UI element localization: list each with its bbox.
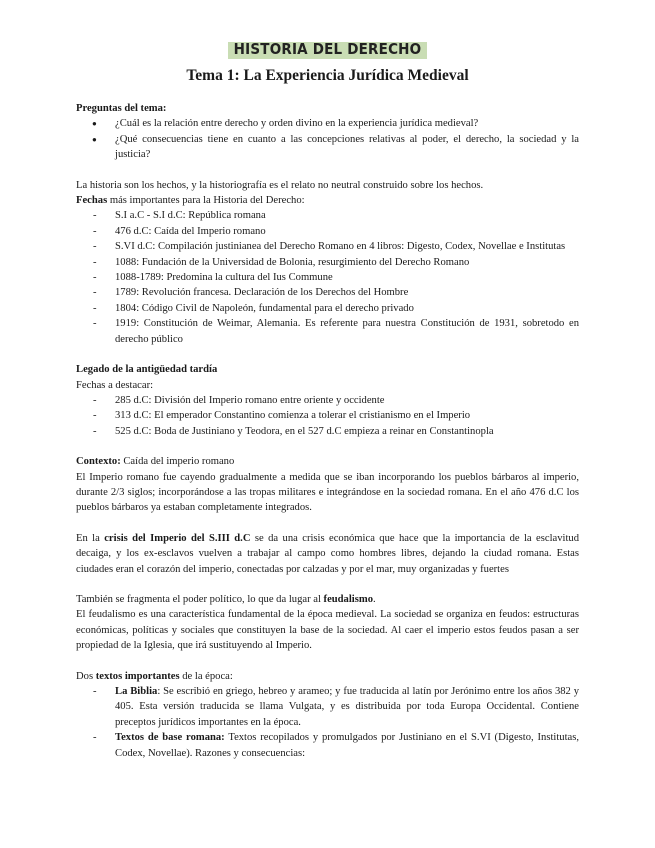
textos-line xyxy=(76,669,579,684)
legado-sub: Fechas a destacar: xyxy=(76,379,154,391)
textos-bold: textos importantes xyxy=(95,670,180,682)
list-item: - 1088-1789: Predomina la cultura del Ius Commune xyxy=(76,270,579,285)
list-item: - 285 d.C: División del Imperio romano entre oriente y occidente xyxy=(76,393,579,408)
contexto-section xyxy=(76,454,579,516)
preguntas-heading: Preguntas del tema: xyxy=(76,103,167,114)
contexto-paragraph: El Imperio romano fue cayendo gradualmente a medida que se iban incorporando los pueblos bárbaros al imperio, durante 2/3 siglos; incorporándose a las tropas militares e integrándose en la sociedad romana. En el año 476 d.C los pueblos bárbaros ya estaban completamente integrados. xyxy=(76,471,579,514)
contexto-label: Contexto: xyxy=(76,456,121,468)
list-item: - 1789: Revolución francesa. Declaración de los Derechos del Hombre xyxy=(76,285,579,300)
banner-wrap xyxy=(76,38,579,66)
textos-section xyxy=(76,669,579,761)
crisis-section xyxy=(76,531,579,577)
textos-item-bold: Textos de base romana: xyxy=(115,732,225,744)
list-item xyxy=(76,730,579,761)
feudalismo-paragraph: El feudalismo es una característica fundamental de la época medieval. La sociedad se organiza en feudos: estructuras económicas, políticas y sociales que constituyen la base de la sociedad. Al caer el imperio estos feudos pasan a ser propiedad de la Iglesia, que irá sustituyendo al Imperio. xyxy=(76,609,579,652)
list-item: - 476 d.C: Caída del Imperio romano xyxy=(76,224,579,239)
preguntas-section xyxy=(76,101,579,163)
legado-section xyxy=(76,362,579,439)
crisis-paragraph xyxy=(76,531,579,577)
textos-item-text: : Se escribió en griego, hebreo y arameo; y fue traducida al latín por Jerónimo entre los años 382 y 405. Esta versión traducida se llama Vulgata, y es distribuida por toda Europa Occidental. Contiene preceptos jurídicos importantes en la época. xyxy=(115,686,579,728)
feudalismo-post: . xyxy=(373,593,376,605)
textos-pre: Dos xyxy=(76,670,96,682)
list-item: - 1804: Código Civil de Napoleón, fundamental para el derecho privado xyxy=(76,301,579,316)
historia-intro: La historia son los hechos, y la historiografía es el relato no neutral construido sobre los hechos. xyxy=(76,179,484,191)
legado-list xyxy=(76,393,579,439)
crisis-rest: se da una crisis económica que hace que la importancia de la esclavitud decaiga, y los ex-esclavos vuelven a trabajar al campo como hombres libres, dejando la ciudad romana. Estas ciudades eran el corazón del imperio, conectadas por calzadas y por el mar, muy organizadas y fuertes xyxy=(76,532,579,575)
crisis-bold: crisis del Imperio del S.III d.C xyxy=(104,532,251,544)
feudalismo-bold: feudalismo xyxy=(323,593,373,605)
page-title: Tema 1: La Experiencia Jurídica Medieval xyxy=(186,67,469,84)
list-item: - 525 d.C: Boda de Justiniano y Teodora, en el 527 d.C empieza a reinar en Constantinopla xyxy=(76,424,579,439)
fechas-list xyxy=(76,208,579,347)
textos-item-bold: La Biblia xyxy=(115,686,158,697)
list-item: - 1088: Fundación de la Universidad de Bolonia, resurgimiento del Derecho Romano xyxy=(76,255,579,270)
list-item: - 1919: Constitución de Weimar, Alemania. Es referente para nuestra Constitución de 1931, sobretodo en derecho público xyxy=(76,316,579,347)
list-item: - S.I a.C - S.I d.C: República romana xyxy=(76,208,579,223)
contexto-line xyxy=(76,454,579,469)
fechas-bold: Fechas xyxy=(76,195,108,207)
textos-item-text: Textos recopilados y promulgados por Justiniano en el S.VI (Digesto, Institutas, Codex, Novellae). Razones y consecuencias: xyxy=(115,732,579,759)
feudalismo-pre: También se fragmenta el poder político, lo que da lugar al xyxy=(76,593,324,605)
historia-section xyxy=(76,178,579,347)
list-item: - 313 d.C: El emperador Constantino comienza a tolerar el cristianismo en el Imperio xyxy=(76,408,579,423)
feudalismo-line xyxy=(76,592,579,607)
contexto-label-rest: Caída del imperio romano xyxy=(120,456,235,468)
list-item: - S.VI d.C: Compilación justinianea del Derecho Romano en 4 libros: Digesto, Codex, Novellae e Institutas xyxy=(76,239,579,254)
list-item: ● ¿Cuál es la relación entre derecho y orden divino en la experiencia jurídica medieval? xyxy=(76,116,579,131)
subject-banner: HISTORIA DEL DERECHO xyxy=(228,38,428,58)
fechas-rest: más importantes para la Historia del Derecho: xyxy=(107,195,305,207)
list-item: ● ¿Qué consecuencias tiene en cuanto a las concepciones relativas al poder, el derecho, la sociedad y la justicia? xyxy=(76,132,579,163)
textos-post: de la época: xyxy=(179,670,233,682)
legado-heading: Legado de la antigüedad tardía xyxy=(76,364,218,376)
textos-list xyxy=(76,684,579,761)
fechas-line xyxy=(76,193,579,208)
crisis-pre: En la xyxy=(76,532,105,544)
list-item xyxy=(76,684,579,730)
feudalismo-section xyxy=(76,592,579,654)
preguntas-list xyxy=(76,116,579,162)
